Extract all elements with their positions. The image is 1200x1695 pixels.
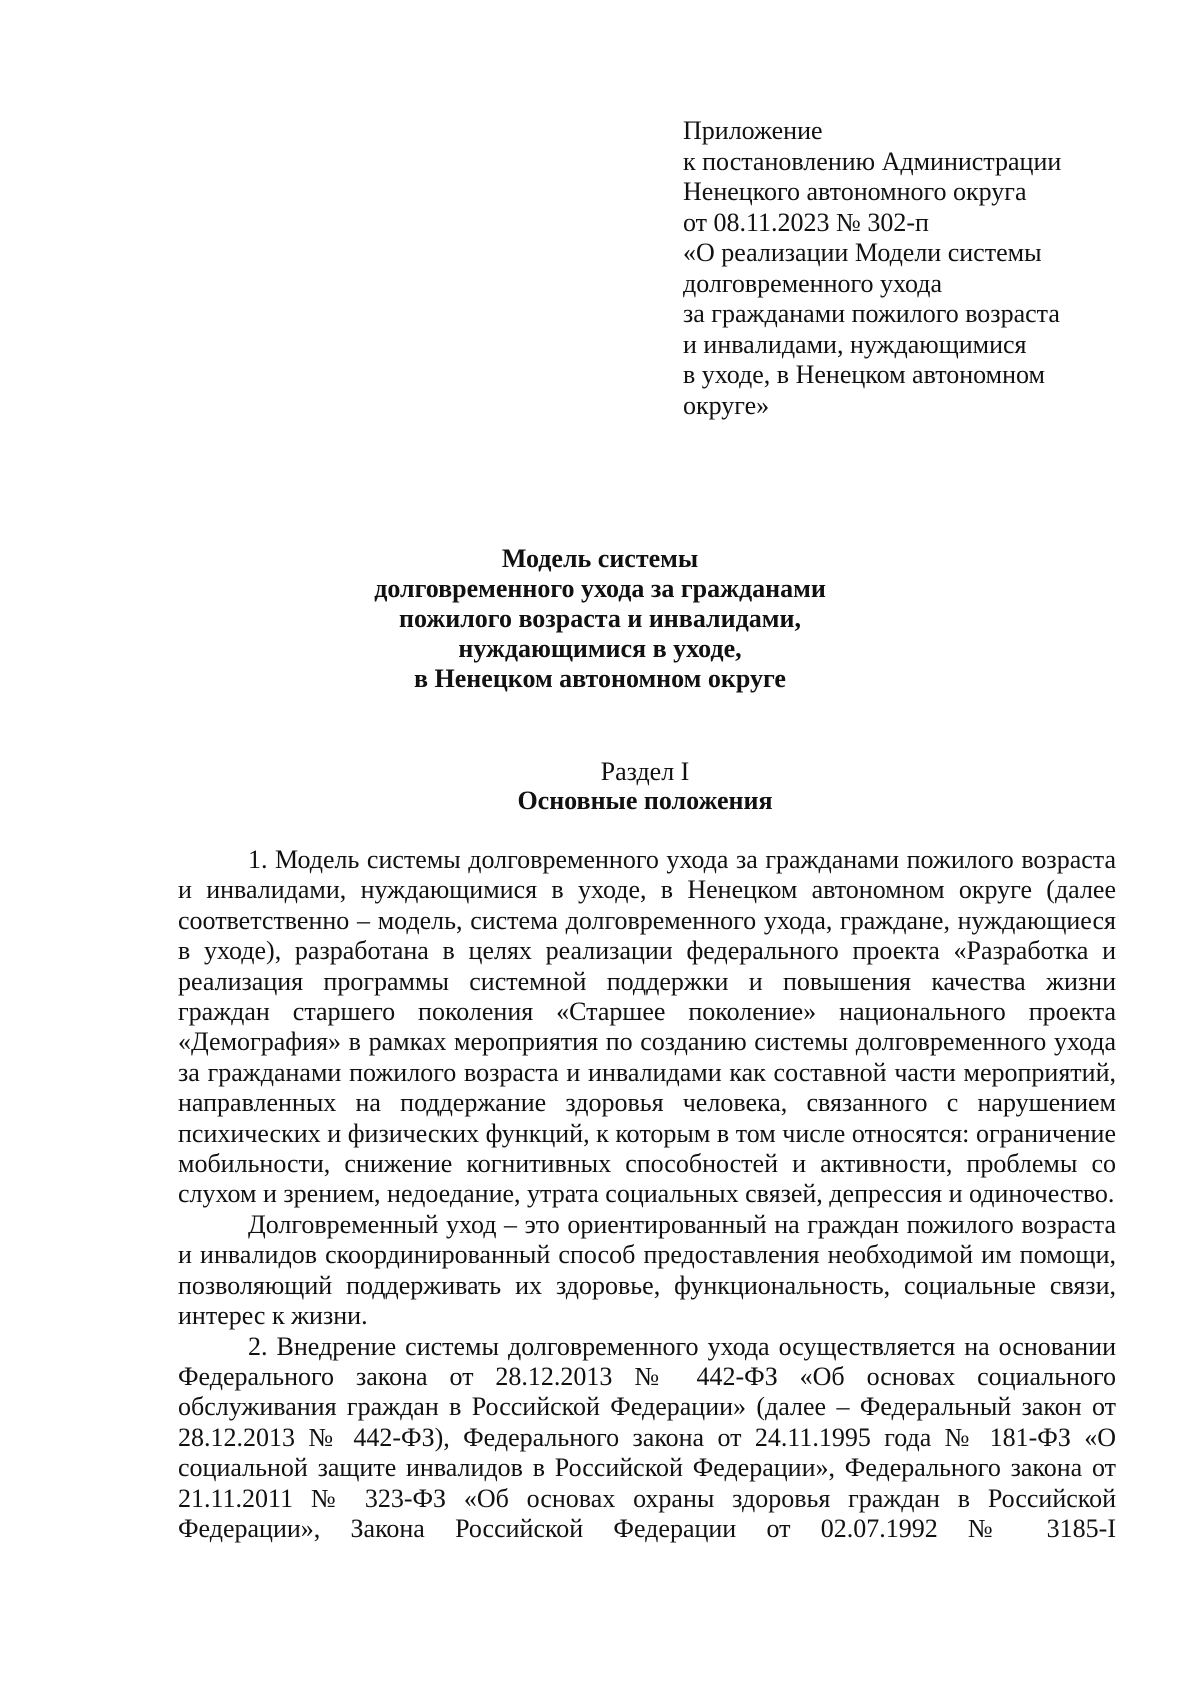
appendix-line: «О реализации Модели системы xyxy=(683,238,1042,267)
title-line: в Ненецком автономном округе xyxy=(414,664,786,693)
appendix-line: округе» xyxy=(683,390,770,420)
body-text xyxy=(178,845,1116,1544)
paragraph-2: 2. Внедрение системы долговременного ухода осуществляется на основании Федерального закона от 28.12.2013 № 442-ФЗ «Об основах социального обслуживания граждан в Российской Федерации» (далее – Федеральный закон от 28.12.2013 № 442-ФЗ), Федерального закона от 24.11.1995 года № 181-ФЗ «О социальной защите инвалидов в Российской Федерации», Федерального закона от 21.11.2011 № 323-ФЗ «Об основах охраны здоровья граждан в Российской Федерации», Закона Российской Федерации от 02.07.1992 № 3185-I xyxy=(178,1331,1116,1543)
title-line: пожилого возраста и инвалидами, xyxy=(399,604,801,633)
title-line: долговременного ухода за гражданами xyxy=(374,574,826,603)
appendix-line: Ненецкого автономного округа xyxy=(683,177,1027,206)
appendix-line: в уходе, в Ненецком автономном xyxy=(683,360,1045,389)
appendix-line: от 08.11.2023 № 302-п xyxy=(683,207,929,237)
appendix-block xyxy=(683,116,1143,421)
appendix-line: долговременного ухода xyxy=(683,268,943,298)
section-number: Раздел I xyxy=(600,757,690,786)
appendix-line: и инвалидами, нуждающимися xyxy=(683,329,1027,359)
appendix-line: Приложение xyxy=(683,116,823,145)
title-line: Модель системы xyxy=(501,544,699,573)
title-line: нуждающимися в уходе, xyxy=(458,634,742,663)
paragraph-1: 1. Модель системы долговременного ухода за гражданами пожилого возраста и инвалидами, нуждающимися в уходе, в Ненецком автономном округе (далее соответственно – модель, система долговременного ухода, граждане, нуждающиеся в уходе), разработана в целях реализации федерального проекта «Разработка и реализация программы системной поддержки и повышения качества жизни граждан старшего поколения «Старшее поколение» национального проекта «Демография» в рамках мероприятия по созданию системы долговременного ухода за гражданами пожилого возраста и инвалидами как составной части мероприятий, направленных на поддержание здоровья человека, связанного с нарушением психических и физических функций, к которым в том числе относятся: ограничение мобильности, снижение когнитивных способностей и активности, проблемы со слухом и зрением, недоедание, утрата социальных связей, депрессия и одиночество. xyxy=(178,845,1116,1209)
appendix-line: за гражданами пожилого возраста xyxy=(683,299,1060,328)
section-heading: Основные положения xyxy=(517,786,773,815)
document-title xyxy=(0,544,1200,694)
appendix-line: к постановлению Администрации xyxy=(683,146,1062,176)
paragraph-long-term-care-definition: Долговременный уход – это ориентированный на граждан пожилого возраста и инвалидов скоординированный способ предоставления необходимой им помощи, позволяющий поддерживать их здоровье, функциональность, социальные связи, интерес к жизни. xyxy=(178,1209,1116,1331)
